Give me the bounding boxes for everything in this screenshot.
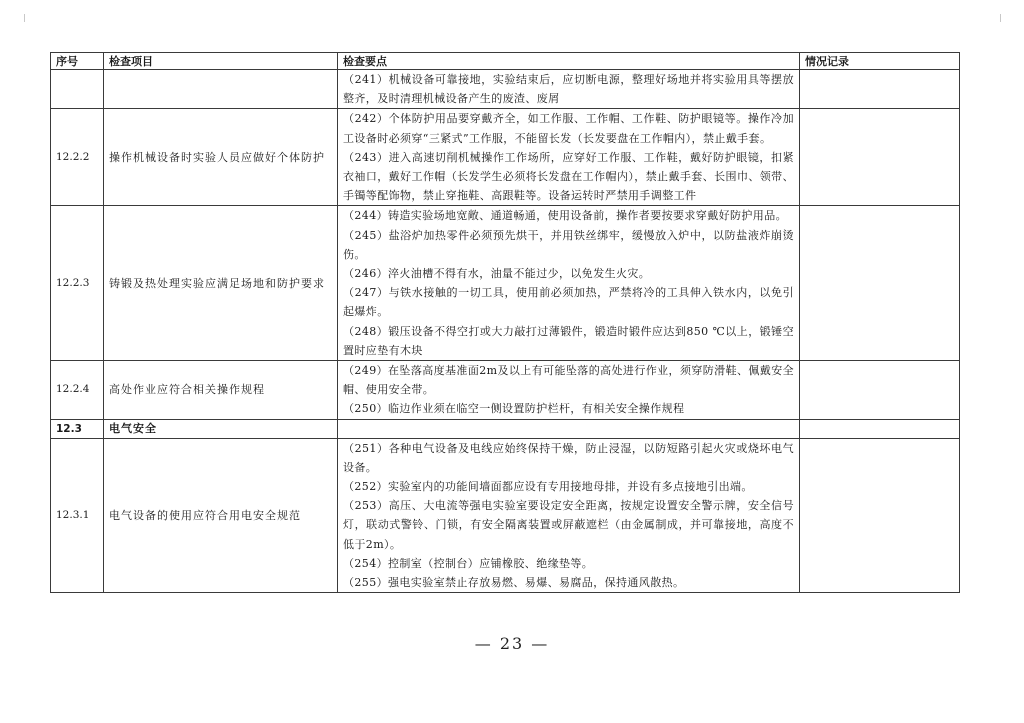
row-record bbox=[800, 206, 960, 361]
header-item: 检查项目 bbox=[104, 53, 338, 70]
row-num bbox=[51, 70, 104, 109]
section-row bbox=[51, 419, 960, 438]
row-item: 铸锻及热处理实验应满足场地和防护要求 bbox=[104, 206, 338, 361]
header-points: 检查要点 bbox=[338, 53, 800, 70]
row-points bbox=[338, 70, 800, 109]
check-point: （243）进入高速切削机械操作工作场所，应穿好工作服、工作鞋，戴好防护眼镜，扣紧衣袖口，戴好工作帽（长发学生必须将长发盘在工作帽内），禁止戴手套、长围巾、领带、手镯等配饰物，禁止穿拖鞋、高跟鞋等。设备运转时严禁用手调整工件 bbox=[343, 150, 794, 203]
check-point: （241）机械设备可靠接地，实验结束后，应切断电源，整理好场地并将实验用具等摆放整齐，及时清理机械设备产生的废渣、废屑 bbox=[343, 73, 794, 106]
check-point: （249）在坠落高度基准面2m及以上有可能坠落的高处进行作业，须穿防滑鞋、佩戴安全帽、使用安全带。 bbox=[343, 364, 794, 397]
section-title: 电气安全 bbox=[104, 419, 338, 438]
header-num: 序号 bbox=[51, 53, 104, 70]
check-point: （246）淬火油槽不得有水，油量不能过少，以免发生火灾。 bbox=[343, 267, 651, 281]
scan-mark bbox=[1000, 14, 1001, 22]
row-item: 操作机械设备时实验人员应做好个体防护 bbox=[104, 109, 338, 206]
page-number: — 23 — bbox=[474, 634, 550, 653]
check-point: （248）锻压设备不得空打或大力敲打过薄锻件，锻造时锻件应达到850 ℃以上，锻锤空置时应垫有木块 bbox=[343, 324, 794, 357]
check-point: （247）与铁水接触的一切工具，使用前必须加热，严禁将冷的工具伸入铁水内，以免引起爆炸。 bbox=[343, 286, 794, 319]
row-item: 电气设备的使用应符合用电安全规范 bbox=[104, 438, 338, 593]
check-point: （251）各种电气设备及电线应始终保持干燥，防止浸湿，以防短路引起火灾或烧坏电气设备。 bbox=[343, 441, 794, 474]
row-num: 12.2.3 bbox=[51, 206, 104, 361]
header-record: 情况记录 bbox=[800, 53, 960, 70]
table-row bbox=[51, 109, 960, 206]
table-row bbox=[51, 206, 960, 361]
row-num: 12.3.1 bbox=[51, 438, 104, 593]
row-record bbox=[800, 438, 960, 593]
row-record bbox=[800, 361, 960, 420]
row-num: 12.2.4 bbox=[51, 361, 104, 420]
section-num: 12.3 bbox=[51, 419, 104, 438]
table-row bbox=[51, 438, 960, 593]
section-blank bbox=[800, 419, 960, 438]
row-points bbox=[338, 438, 800, 593]
row-points bbox=[338, 361, 800, 420]
row-record bbox=[800, 109, 960, 206]
section-blank bbox=[338, 419, 800, 438]
check-point: （254）控制室（控制台）应铺橡胶、绝缘垫等。 bbox=[343, 556, 594, 570]
header-row bbox=[51, 53, 960, 70]
table-row bbox=[51, 70, 960, 109]
row-num: 12.2.2 bbox=[51, 109, 104, 206]
check-point: （255）强电实验室禁止存放易燃、易爆、易腐品，保持通风散热。 bbox=[343, 576, 685, 590]
row-item: 高处作业应符合相关操作规程 bbox=[104, 361, 338, 420]
check-point: （242）个体防护用品要穿戴齐全，如工作服、工作帽、工作鞋、防护眼镜等。操作冷加工设备时必须穿“三紧式”工作服，不能留长发（长发要盘在工作帽内），禁止戴手套。 bbox=[343, 112, 794, 145]
row-item bbox=[104, 70, 338, 109]
check-point: （252）实验室内的功能间墙面都应设有专用接地母排，并设有多点接地引出端。 bbox=[343, 480, 753, 494]
scan-mark bbox=[24, 14, 25, 22]
check-point: （244）铸造实验场地宽敞、通道畅通，使用设备前，操作者要按要求穿戴好防护用品。 bbox=[343, 209, 787, 223]
check-point: （253）高压、大电流等强电实验室要设定安全距离，按规定设置安全警示牌，安全信号灯，联动式警铃、门锁，有安全隔离装置或屏蔽遮栏（由金属制成，并可靠接地，高度不低于2m）。 bbox=[343, 499, 794, 551]
check-point: （245）盐浴炉加热零件必须预先烘干，并用铁丝绑牢，缓慢放入炉中，以防盐液炸崩烫伤。 bbox=[343, 228, 794, 261]
table-row bbox=[51, 361, 960, 420]
inspection-table bbox=[50, 52, 960, 593]
check-point: （250）临边作业须在临空一侧设置防护栏杆，有相关安全操作规程 bbox=[343, 402, 685, 416]
row-record bbox=[800, 70, 960, 109]
row-points bbox=[338, 206, 800, 361]
row-points bbox=[338, 109, 800, 206]
